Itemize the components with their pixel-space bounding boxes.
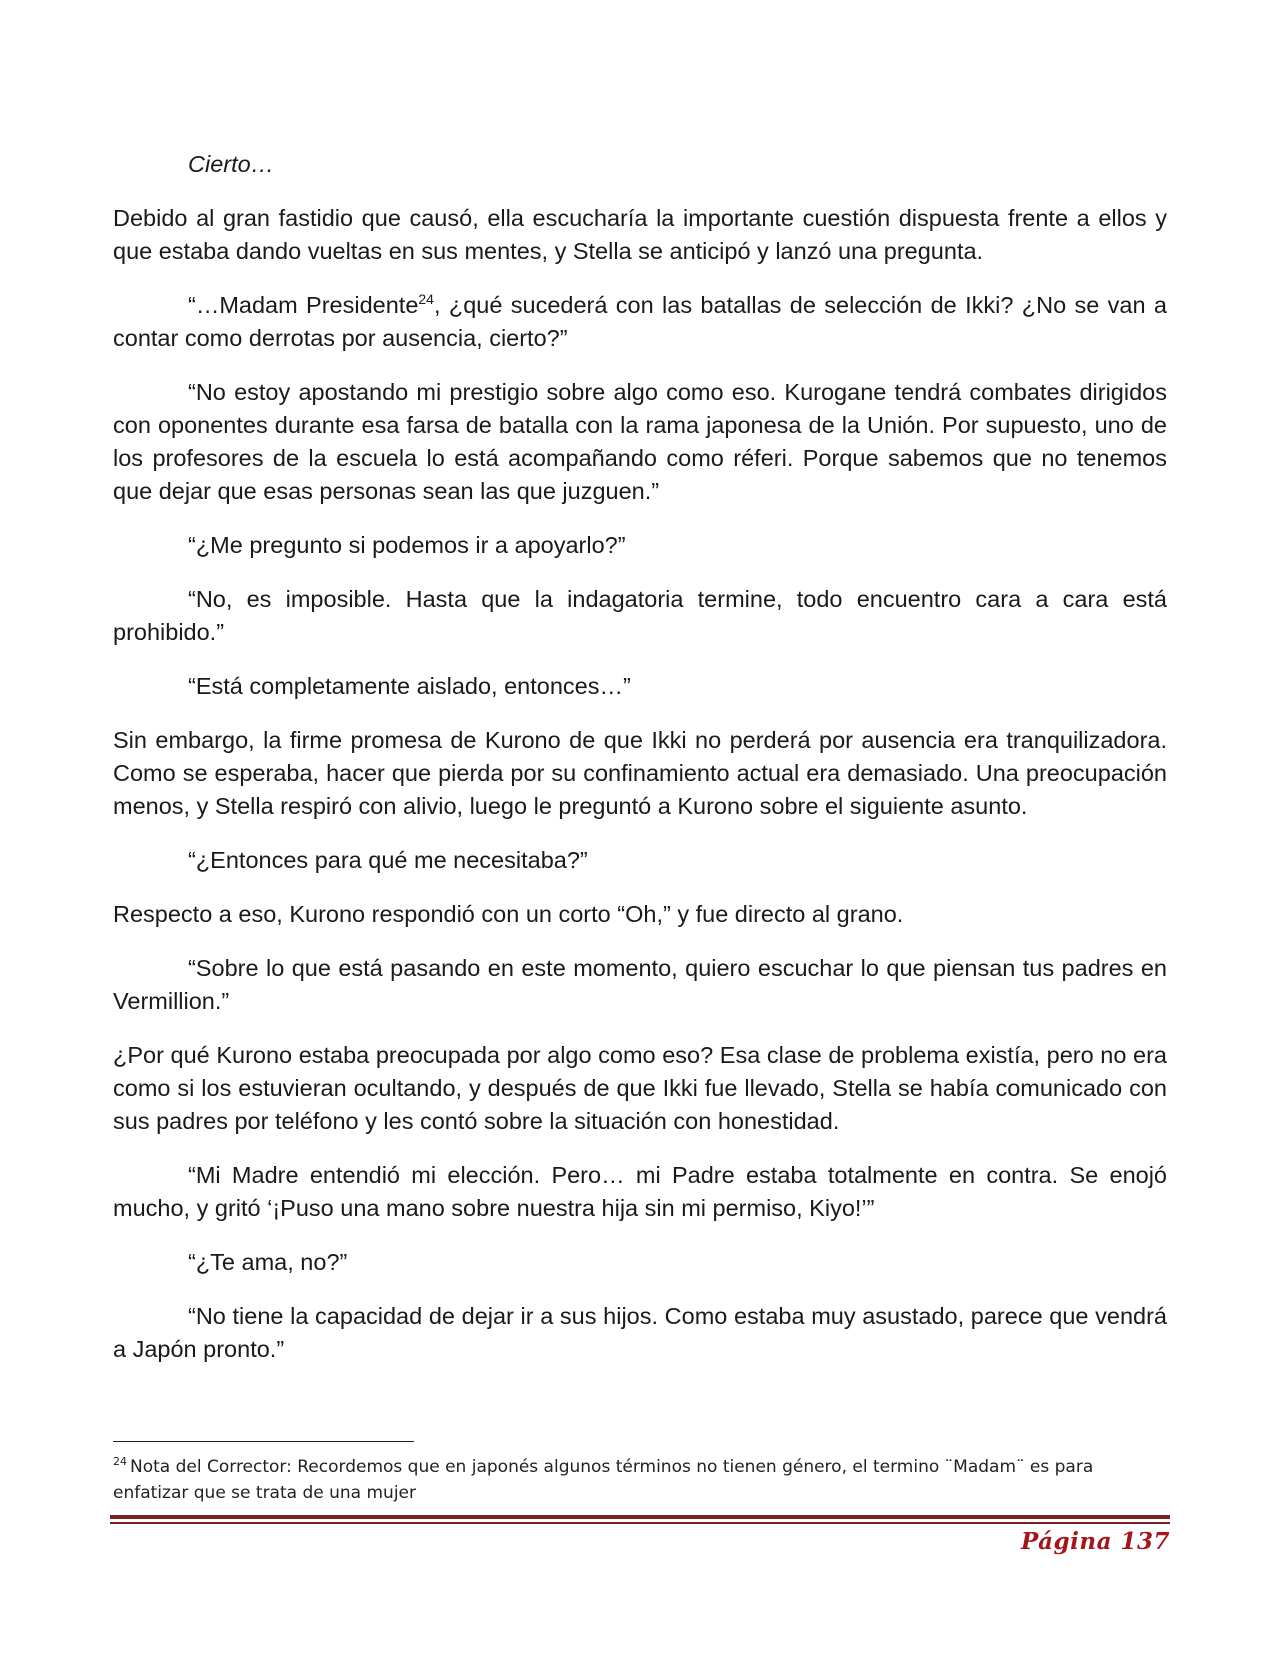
paragraph: “¿Me pregunto si podemos ir a apoyarlo?” xyxy=(188,532,626,558)
footnote-number: 24 xyxy=(113,1455,127,1469)
paragraph-text: “…Madam Presidente xyxy=(188,292,419,318)
paragraph: “Sobre lo que está pasando en este momento, quiero escuchar lo que piensan tus padres en Vermillion.” xyxy=(113,955,1167,1014)
paragraph: ¿Por qué Kurono estaba preocupada por algo como eso? Esa clase de problema existía, pero no era como si los estuvieran ocultando, y después de que Ikki fue llevado, Stella se había comunicado con sus padres por teléfono y les contó sobre la situación con honestidad. xyxy=(113,1042,1167,1134)
paragraph: “Está completamente aislado, entonces…” xyxy=(188,673,631,699)
footnote xyxy=(113,1454,1167,1506)
paragraph: “¿Te ama, no?” xyxy=(188,1249,348,1275)
page-number: Página 137 xyxy=(1020,1528,1170,1555)
paragraph: “No, es imposible. Hasta que la indagatoria termine, todo encuentro cara a cara está prohibido.” xyxy=(113,586,1167,645)
paragraph: Sin embargo, la firme promesa de Kurono de que Ikki no perderá por ausencia era tranquilizadora. Como se esperaba, hacer que pierda por su confinamiento actual era demasiado. Una preocupación menos, y Stella respiró con alivio, luego le preguntó a Kurono sobre el siguiente asunto. xyxy=(113,727,1167,819)
paragraph: “No estoy apostando mi prestigio sobre algo como eso. Kurogane tendrá combates dirigidos con oponentes durante esa farsa de batalla con la rama japonesa de la Unión. Por supuesto, uno de los profesores de la escuela lo está acompañando como réferi. Porque sabemos que no tenemos que dejar que esas personas sean las que juzguen.” xyxy=(113,379,1167,504)
footer-rule-thin xyxy=(110,1522,1170,1524)
paragraph: Cierto… xyxy=(188,151,275,177)
footnote-reference[interactable]: 24 xyxy=(418,291,434,308)
paragraph: “Mi Madre entendió mi elección. Pero… mi Padre estaba totalmente en contra. Se enojó mucho, y gritó ‘¡Puso una mano sobre nuestra hija sin mi permiso, Kiyo!’” xyxy=(113,1162,1167,1221)
paragraph: “No tiene la capacidad de dejar ir a sus hijos. Como estaba muy asustado, parece que vendrá a Japón pronto.” xyxy=(113,1303,1167,1362)
paragraph: Respecto a eso, Kurono respondió con un corto “Oh,” y fue directo al grano. xyxy=(113,901,904,927)
paragraph: “¿Entonces para qué me necesitaba?” xyxy=(188,847,588,873)
footer-divider xyxy=(110,1515,1170,1524)
footnote-text: Nota del Corrector: Recordemos que en japonés algunos términos no tienen género, el termino ¨Madam¨ es para enfatizar que se trata de una mujer xyxy=(113,1457,1094,1503)
paragraph-with-footnote xyxy=(113,289,1167,355)
paragraph-text: , ¿qué sucederá con las batallas de selección de Ikki? ¿No se van a contar como derrotas por ausencia, cierto?” xyxy=(113,292,1167,351)
body-text xyxy=(113,148,1167,1387)
footnote-divider xyxy=(113,1441,414,1442)
paragraph: Debido al gran fastidio que causó, ella escucharía la importante cuestión dispuesta frente a ellos y que estaba dando vueltas en sus mentes, y Stella se anticipó y lanzó una pregunta. xyxy=(113,205,1167,264)
